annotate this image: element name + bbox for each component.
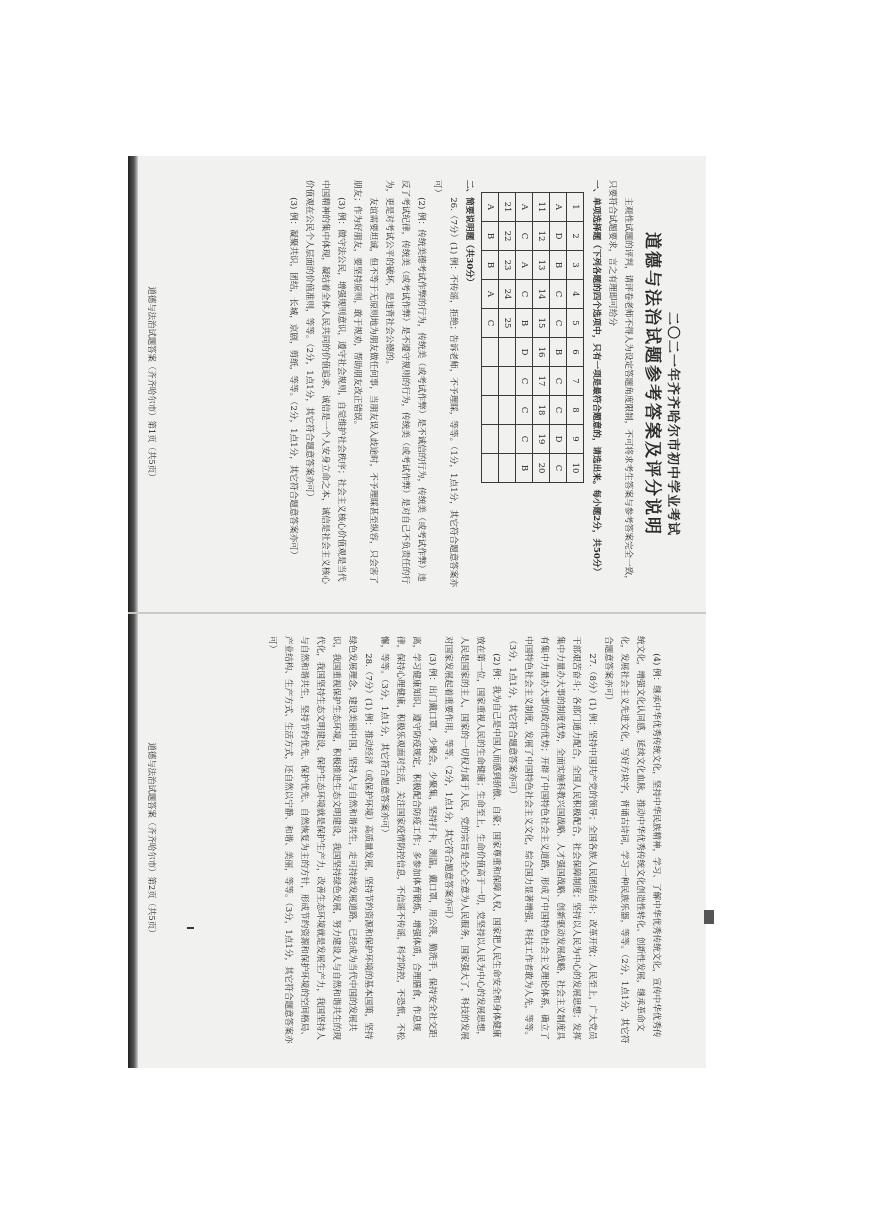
question-number: 23 bbox=[499, 251, 516, 280]
answer-cell: C bbox=[516, 425, 533, 454]
empty-cell bbox=[499, 454, 516, 483]
empty-cell bbox=[482, 367, 499, 396]
page-footer: 道德与法治试题答案（齐齐哈尔市）第2页（共5页） bbox=[147, 742, 157, 938]
question-number: 7 bbox=[567, 367, 584, 396]
answer-cell: D bbox=[550, 425, 567, 454]
empty-cell bbox=[499, 338, 516, 367]
question-number: 15 bbox=[533, 309, 550, 338]
answer-cell: B bbox=[550, 251, 567, 280]
answer-cell: B bbox=[516, 309, 533, 338]
answer-cell: C bbox=[550, 454, 567, 483]
answer-cell: C bbox=[550, 309, 567, 338]
question-number: 22 bbox=[499, 222, 516, 251]
answer-cell: A bbox=[482, 280, 499, 309]
section2-heading: 二、简要说明题（共30分） bbox=[464, 180, 474, 287]
question-number: 1 bbox=[567, 193, 584, 222]
empty-cell bbox=[499, 425, 516, 454]
exam-title: 二〇二一年齐齐哈尔市初中学业考试 bbox=[665, 311, 680, 536]
scan-speck bbox=[187, 927, 194, 929]
question-number: 17 bbox=[533, 367, 550, 396]
answer-cell: B bbox=[516, 454, 533, 483]
empty-cell bbox=[482, 396, 499, 425]
section1-heading: 一、单项选择题（下列各题的四个选项中，只有一项是最符合题意的，请选出来。每小题2分，共50分） bbox=[591, 180, 601, 577]
answer-cell: B bbox=[482, 222, 499, 251]
answer-page-1 bbox=[128, 156, 706, 612]
answer-paragraph: (3) 例：出门戴口罩，少聚会，少聚集，坚持打卡，测温，戴口罩，用公筷，勤洗手，保持安全社交距离，学习健康知识，遵守防疫规定，积极配合防疫工作；多参加体育锻炼，增强体质，合理膳食，作息规律，保持心理健康，积极乐观面对生活，关注国家疫情防控信息，不信谣不传谣，科学防控，不恐慌，不松懈，等等。（3分，1点1分，其它符合题意答案亦可） bbox=[379, 636, 437, 1040]
question-number: 10 bbox=[567, 454, 584, 483]
answer-paragraph: 28.（7分）(1) 例：推动经济（或保护环境）高质量发展，坚持节约资源和保护环境的基本国策，坚持绿色发展理念，建设美丽中国，坚持人与自然和谐共生，走可持续发展道路，已经成为当代中国的发展共识，我国重视保护生态环境，积极推进生态文明建设，我国坚持绿色发展，努力建设人与自然和谐共生的现代化，我国坚持生态文明建设，保护生态环境就是保护生产力，改善生态环境就是发展生产力，我国坚持人与自然和谐共生，坚持节约优先、保护优先、自然恢复为主的方针，形成节约资源和保护环境的空间格局、产业结构、生产方式、生活方式，还自然以宁静、和谐、美丽，等等。（3分，1点1分，其它符合题意答案亦可） bbox=[267, 636, 373, 1044]
answer-paragraph: (3) 例：凝聚共识，团结，长城，京剧，剪纸，等等。（2分，1点1分，其它符合题意答案亦可） bbox=[288, 197, 298, 560]
answer-cell: A bbox=[516, 251, 533, 280]
question-number: 8 bbox=[567, 396, 584, 425]
question-number: 13 bbox=[533, 251, 550, 280]
answer-paragraph: (3) 例：做守法公民，增强规则意识，遵守社会规则，自觉维护社会秩序；社会主义核心价值观是当代中国精神的集中体现，凝结着全体人民共同的价值追求，诚信是一个人安身立命之本，诚信是社会主义核心价值观在公民个人层面的价值准则，等等。（2分，1点1分，其它符合题意答案亦可） bbox=[304, 180, 346, 584]
question-number: 25 bbox=[499, 309, 516, 338]
page-footer: 道德与法治试题答案（齐齐哈尔市）第1页（共5页） bbox=[147, 286, 157, 482]
answer-cell: D bbox=[516, 338, 533, 367]
answer-cell: C bbox=[516, 367, 533, 396]
answer-cell: C bbox=[550, 396, 567, 425]
answer-paragraph: (2) 例：我为自己是中国人而感到骄傲、自豪；国家尊重和保障人权，国家把人民生命安全和身体健康放在第一位，国家重视人民的生命健康；生命至上，生命价值高于一切，党坚持以人民为中心的发展思想，人民是国家的主人，国家的一切权力属于人民，党的宗旨是全心全意为人民服务，国家强大了，科技的发展对国家发展起着重要作用，等等。（2分，1点1分，其它符合题意答案亦可） bbox=[443, 636, 501, 1040]
question-number: 2 bbox=[567, 222, 584, 251]
answer-cell: C bbox=[550, 280, 567, 309]
question-number: 11 bbox=[533, 193, 550, 222]
answer-cell: C bbox=[482, 309, 499, 338]
question-number: 12 bbox=[533, 222, 550, 251]
answer-cell: C bbox=[516, 222, 533, 251]
question-number: 21 bbox=[499, 193, 516, 222]
question-number: 3 bbox=[567, 251, 584, 280]
empty-cell bbox=[482, 454, 499, 483]
question-number: 18 bbox=[533, 396, 550, 425]
question-number: 14 bbox=[533, 280, 550, 309]
question-number: 6 bbox=[567, 338, 584, 367]
table-row bbox=[516, 193, 533, 483]
question-number: 5 bbox=[567, 309, 584, 338]
answer-page-2 bbox=[128, 612, 706, 1068]
answer-cell: C bbox=[516, 396, 533, 425]
question-number: 20 bbox=[533, 454, 550, 483]
answer-paragraph: 27.（8分）(1) 例：坚持中国共产党的领导；全国各族人民团结奋斗；改革开放；人民至上，广大党员干部艰苦奋斗；各部门通力配合，全国人民积极配合，社会保障制度；坚持以人民为中心的发展思想；发挥集中力量办大事的制度优势，全面实施科教兴国战略、人才强国战略、创新驱动发展战略，社会主义制度具有集中力量办大事的政治优势；开辟了中国特色社会主义道路，形成了中国特色社会主义理论体系，确立了中国特色社会主义制度，发展了中国特色社会主义文化，综合国力显著增强，科技工作者敢为人先，等等。（3分，1点1分，其它符合题意答案亦可） bbox=[507, 636, 597, 1040]
empty-cell bbox=[482, 338, 499, 367]
answer-cell: A bbox=[516, 193, 533, 222]
question-number: 9 bbox=[567, 425, 584, 454]
answer-cell: A bbox=[482, 193, 499, 222]
answer-cell: C bbox=[516, 280, 533, 309]
question-number: 16 bbox=[533, 338, 550, 367]
table-row bbox=[567, 193, 584, 483]
answer-cell: A bbox=[550, 193, 567, 222]
empty-cell bbox=[499, 367, 516, 396]
answer-paragraph: (2) 例：传统美德考试作弊的行为，传统美（或考试作弊）是不诚信的行为，传统美（或考试作弊）违反了考试纪律，传统美（或考试作弊）是不遵守规则的行为，传统美（或考试作弊）是对自己不负责任的行为，更是对考试公平的破坏，是违背社会公德的。 bbox=[384, 180, 426, 584]
empty-cell bbox=[499, 396, 516, 425]
answer-cell: C bbox=[550, 367, 567, 396]
answer-cell: B bbox=[482, 251, 499, 280]
table-row bbox=[550, 193, 567, 483]
empty-cell bbox=[482, 425, 499, 454]
answer-paragraph: 26.（7分）(1) 例：不传谣，拒绝；告诉老师，不予理睬，等等。（1分，1点1分，其它符合题意答案亦可） bbox=[432, 180, 458, 588]
answer-paragraph: 友谊需要坦诚，但不等于无原则地为朋友做任何事，当朋友误入歧途时，不予理睬甚至纵容，只会害了朋友；作为好朋友，要坚持原则，敢于规劝，帮助朋友改正错误。 bbox=[352, 180, 378, 584]
grading-intro: 主观性试题的评判，请评卷老师不得人为设定答题角度限制，不可将求考生答案与参考答案完全一致，只要符合试题要求，言之有理即可给分 bbox=[607, 180, 633, 584]
rotated-spread bbox=[128, 156, 706, 1068]
answer-cell: D bbox=[550, 222, 567, 251]
answer-paragraph: (4) 例：继承中华优秀传统文化，坚持中华民族精神，学习、了解中华优秀传统文化，宣传中华优秀传统文化，增强文化认同感，延续文化血脉，推动中华优秀传统文化创造性转化、创新性发展，继承革命文化，发展社会主义先进文化，写好方块字，背诵古诗词，学习一种民族乐器，等等。（2分，1点1分，其它符合题意答案亦可） bbox=[603, 636, 661, 1044]
answer-table bbox=[481, 192, 584, 483]
scanned-document bbox=[128, 156, 706, 1068]
table-row bbox=[533, 193, 550, 483]
question-number: 4 bbox=[567, 280, 584, 309]
table-row bbox=[499, 193, 516, 483]
question-number: 24 bbox=[499, 280, 516, 309]
answer-key-title: 道德与法治试题参考答案及评分说明 bbox=[642, 232, 662, 536]
table-row bbox=[482, 193, 499, 483]
question-number: 19 bbox=[533, 425, 550, 454]
answer-cell: B bbox=[550, 338, 567, 367]
scan-mark bbox=[704, 910, 714, 924]
